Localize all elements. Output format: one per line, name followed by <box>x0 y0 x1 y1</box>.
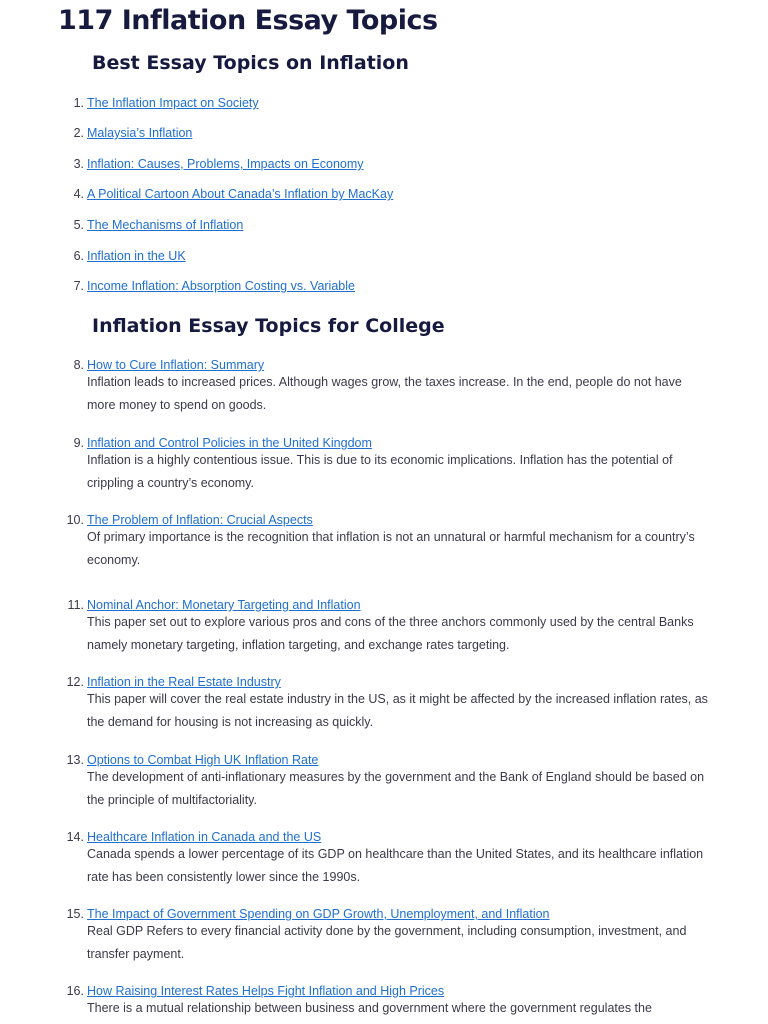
topic-link[interactable]: A Political Cartoon About Canada’s Inflation by MacKay <box>87 187 394 201</box>
topic-link[interactable]: Inflation in the UK <box>87 249 186 263</box>
topic-description: The development of anti-inflationary measures by the government and the Bank of England should be based on the principle of multifactoriality. <box>87 770 705 808</box>
item-number: 3. <box>73 157 84 171</box>
topic-link[interactable]: The Inflation Impact on Society <box>87 96 259 110</box>
topic-link[interactable]: The Impact of Government Spending on GDP Growth, Unemployment, and Inflation <box>87 907 550 921</box>
topic-description: Inflation leads to increased prices. Although wages grow, the taxes increase. In the end, people do not have more money to spend on goods. <box>87 375 682 413</box>
topic-description: Inflation is a highly contentious issue. This is due to its economic implications. Inflation has the potential of crippling a country’s economy. <box>87 453 673 491</box>
topic-link[interactable]: How to Cure Inflation: Summary <box>87 358 265 372</box>
topic-link[interactable]: The Problem of Inflation: Crucial Aspects <box>87 513 313 527</box>
topic-link[interactable]: The Mechanisms of Inflation <box>87 218 244 232</box>
topic-link[interactable]: How Raising Interest Rates Helps Fight Inflation and High Prices <box>87 984 445 998</box>
item-number: 1. <box>73 96 84 110</box>
page-title: 117 Inflation Essay Topics <box>58 5 438 36</box>
item-number: 8. <box>73 358 84 372</box>
item-number: 5. <box>73 218 84 232</box>
topic-link[interactable]: Inflation: Causes, Problems, Impacts on Economy <box>87 157 364 171</box>
item-number: 16. <box>66 984 84 998</box>
topic-description: This paper will cover the real estate industry in the US, as it might be affected by the increased inflation rates, as the demand for housing is not increasing as quickly. <box>87 692 708 730</box>
topic-link[interactable]: Healthcare Inflation in Canada and the US <box>87 830 322 844</box>
topic-link[interactable]: Income Inflation: Absorption Costing vs. Variable <box>87 279 355 293</box>
item-number: 15. <box>66 907 84 921</box>
topic-link[interactable]: Nominal Anchor: Monetary Targeting and Inflation <box>87 598 361 612</box>
item-number: 13. <box>66 753 84 767</box>
item-number: 14. <box>66 830 84 844</box>
item-number: 9. <box>73 436 84 450</box>
topic-description: This paper set out to explore various pros and cons of the three anchors commonly used by the central Banks namely monetary targeting, inflation targeting, and exchange rates targeting. <box>87 615 694 653</box>
item-number: 6. <box>73 249 84 263</box>
topic-description: Of primary importance is the recognition that inflation is not an unnatural or harmful mechanism for a country’s economy. <box>87 530 695 568</box>
item-number: 7. <box>73 279 84 293</box>
topic-link[interactable]: Inflation in the Real Estate Industry <box>87 675 281 689</box>
topic-description: Real GDP Refers to every financial activity done by the government, including consumption, investment, and transfer payment. <box>87 924 687 962</box>
item-number: 12. <box>66 675 84 689</box>
item-number: 10. <box>66 513 84 527</box>
topic-link[interactable]: Malaysia’s Inflation <box>87 126 193 140</box>
topic-description: Canada spends a lower percentage of its GDP on healthcare than the United States, and its healthcare inflation rate has been consistently lower since the 1990s. <box>87 847 704 885</box>
topic-link[interactable]: Options to Combat High UK Inflation Rate <box>87 753 319 767</box>
topic-link[interactable]: Inflation and Control Policies in the United Kingdom <box>87 436 372 450</box>
section-heading-best-topics: Best Essay Topics on Inflation <box>92 52 409 74</box>
item-number: 11. <box>67 598 84 612</box>
section-heading-college-topics: Inflation Essay Topics for College <box>92 315 445 337</box>
item-number: 2. <box>73 126 84 140</box>
topic-description: There is a mutual relationship between business and government where the government regulates the <box>87 1001 652 1015</box>
item-number: 4. <box>73 187 84 201</box>
